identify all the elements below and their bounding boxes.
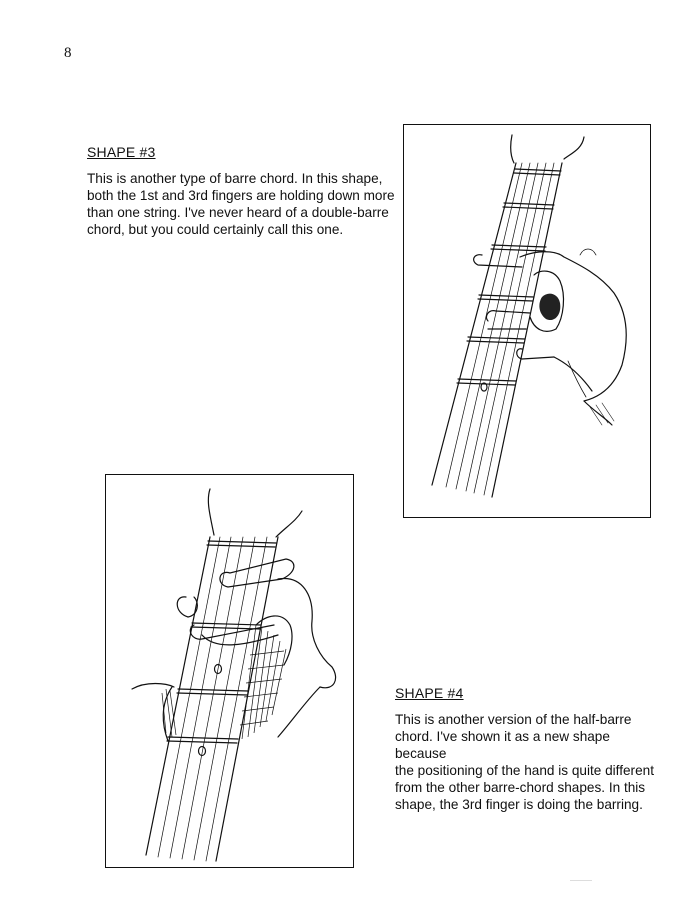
scan-mark xyxy=(570,880,592,881)
shape4-line: from the other barre-chord shapes. In this xyxy=(395,780,646,795)
shape4-section xyxy=(395,685,665,813)
shape4-description xyxy=(395,711,665,813)
shape3-line: both the 1st and 3rd fingers are holding down more xyxy=(87,188,395,203)
shape4-line: chord. I've shown it as a new shape because xyxy=(395,729,610,761)
shape4-line: This is another version of the half-barre xyxy=(395,712,632,727)
shape4-illustration xyxy=(105,474,354,868)
shape3-drawing xyxy=(404,125,650,517)
page-number: 8 xyxy=(64,45,72,61)
shape4-heading: SHAPE #4 xyxy=(395,685,464,701)
shape4-drawing xyxy=(106,475,353,867)
shape4-line: shape, the 3rd finger is doing the barring. xyxy=(395,797,643,812)
shape3-illustration xyxy=(403,124,651,518)
shape3-line: This is another type of barre chord. In this shape, xyxy=(87,171,383,186)
shape4-line: the positioning of the hand is quite different xyxy=(395,763,654,778)
shape3-section xyxy=(87,144,407,238)
shape3-heading: SHAPE #3 xyxy=(87,144,156,160)
shape3-description xyxy=(87,170,407,238)
shape3-line: chord, but you could certainly call this one. xyxy=(87,222,344,237)
shape3-line: than one string. I've never heard of a double-barre xyxy=(87,205,389,220)
